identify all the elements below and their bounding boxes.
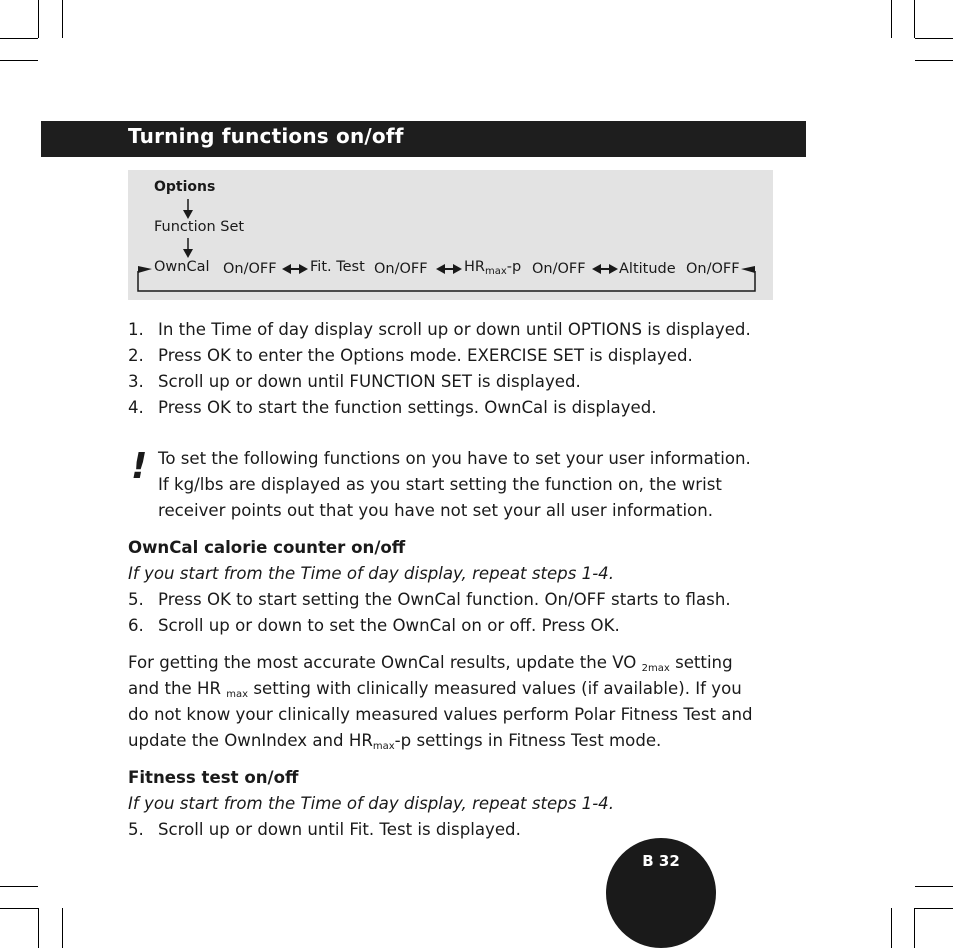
- diagram-fit-test-label: Fit. Test: [310, 259, 365, 275]
- crop-mark: [62, 0, 63, 38]
- diagram-options-label: Options: [154, 179, 216, 195]
- diagram-hrmax-label: $HR_{max}-p$: [464, 259, 522, 277]
- section-title-bar: [41, 121, 806, 157]
- note-text: receiver points out that you have not set your all user information.: [158, 501, 713, 520]
- crop-mark: [62, 908, 63, 948]
- owncal-intro: If you start from the Time of day display, repeat steps 1-4.: [128, 564, 615, 583]
- step-text: Press OK to start setting the OwnCal function. On/OFF starts to flash.: [158, 590, 731, 609]
- crop-mark: [915, 908, 953, 909]
- owncal-heading: OwnCal calorie counter on/off: [128, 538, 406, 557]
- fitness-intro: If you start from the Time of day display, repeat steps 1-4.: [128, 794, 615, 813]
- step-number: 4.: [128, 398, 144, 417]
- section-title: Turning functions on/off: [128, 124, 404, 148]
- fitness-heading: Fitness test on/off: [128, 768, 299, 787]
- step-text: Scroll up or down to set the OwnCal on or off. Press OK.: [158, 616, 620, 635]
- diagram-owncal-label: OwnCal: [154, 259, 210, 275]
- crop-mark: [38, 0, 39, 38]
- step-text: Scroll up or down until Fit. Test is displayed.: [158, 820, 521, 839]
- step-number: 3.: [128, 372, 144, 391]
- diagram-function-set-label: Function Set: [154, 219, 245, 235]
- crop-mark: [914, 908, 915, 948]
- crop-mark: [915, 60, 953, 61]
- crop-mark: [891, 0, 892, 38]
- step-number: 6.: [128, 616, 144, 635]
- crop-mark: [0, 908, 38, 909]
- diagram-onoff-label: On/OFF: [223, 261, 277, 277]
- crop-mark: [915, 38, 953, 39]
- step-number: 5.: [128, 820, 144, 839]
- page-number-badge: [606, 838, 716, 948]
- note-text: If kg/lbs are displayed as you start setting the function on, the wrist: [158, 475, 722, 494]
- page-number: B 32: [642, 852, 680, 870]
- owncal-paragraph-line: and the HR $_{max}$ setting with clinically measured values (if available). If you: [128, 679, 742, 700]
- flow-arrows: [128, 170, 773, 300]
- step-number: 1.: [128, 320, 144, 339]
- step-text: Scroll up or down until FUNCTION SET is displayed.: [158, 372, 581, 391]
- owncal-paragraph-line: update the OwnIndex and $HR_{max}-p$ settings in Fitness Test mode.: [128, 731, 662, 752]
- owncal-paragraph-line: do not know your clinically measured values perform Polar Fitness Test and: [128, 705, 753, 724]
- step-text: In the Time of day display scroll up or down until OPTIONS is displayed.: [158, 320, 751, 339]
- crop-mark: [38, 908, 39, 948]
- crop-mark: [0, 886, 38, 887]
- diagram-onoff-label: On/OFF: [374, 261, 428, 277]
- crop-mark: [915, 886, 953, 887]
- step-number: 2.: [128, 346, 144, 365]
- crop-mark: [914, 0, 915, 38]
- menu-flow-diagram: [128, 170, 773, 300]
- exclamation-icon: !: [131, 446, 148, 487]
- note-text: To set the following functions on you have to set your user information.: [158, 449, 751, 468]
- diagram-onoff-label: On/OFF: [532, 261, 586, 277]
- crop-mark: [891, 908, 892, 948]
- diagram-altitude-label: Altitude: [619, 261, 676, 277]
- step-number: 5.: [128, 590, 144, 609]
- step-text: Press OK to enter the Options mode. EXERCISE SET is displayed.: [158, 346, 693, 365]
- step-text: Press OK to start the function settings. OwnCal is displayed.: [158, 398, 657, 417]
- owncal-paragraph-line: For getting the most accurate OwnCal results, update the VO $_{2max}$ setting: [128, 653, 733, 674]
- crop-mark: [0, 38, 38, 39]
- crop-mark: [0, 60, 38, 61]
- diagram-onoff-label: On/OFF: [686, 261, 740, 277]
